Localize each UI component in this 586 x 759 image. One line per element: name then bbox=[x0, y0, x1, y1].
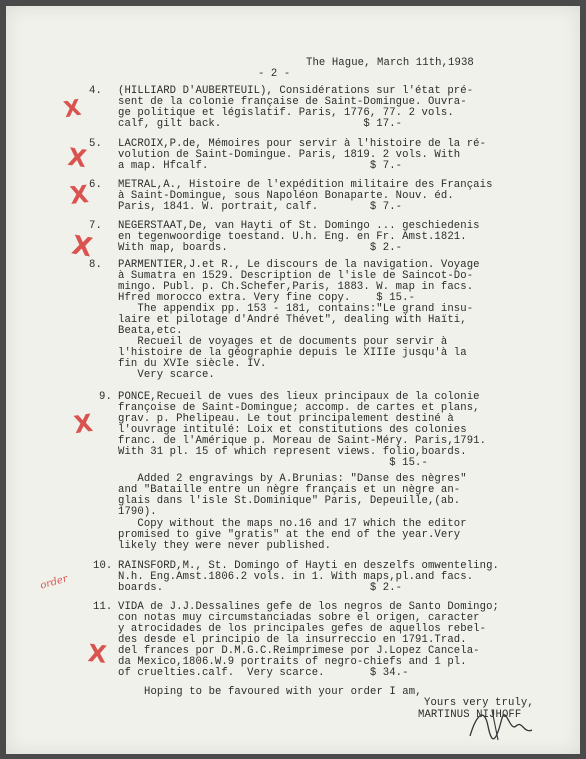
item-line: con notas muy circumstanciadas sobre el origen, caracter bbox=[118, 612, 480, 624]
item-line: Recueil de voyages et de documents pour servir à bbox=[118, 336, 448, 348]
item-line: RAINSFORD,M., St. Domingo of Hayti en deszelfs omwenteling. bbox=[118, 560, 499, 572]
item-line: Copy without the maps no.16 and 17 which the editor bbox=[118, 518, 467, 530]
item-line: calf, gilt back. $ 17.- bbox=[118, 118, 403, 130]
item-line: del frances por D.M.G.C.Reimprimese por J.Lopez Cancela- bbox=[118, 645, 480, 657]
cross-mark-icon: X bbox=[72, 408, 95, 440]
item-number: 9. bbox=[99, 391, 112, 403]
item-number: 7. bbox=[89, 220, 102, 232]
item-line: NEGERSTAAT,De, van Hayti of St. Domingo ... geschiedenis bbox=[118, 220, 480, 232]
item-line: a map. Hfcalf. $ 7.- bbox=[118, 160, 403, 172]
item-line: Very scarce. bbox=[118, 369, 215, 381]
item-line: likely they were never published. bbox=[118, 540, 332, 552]
item-line: glais dans l'isle St.Dominique" Paris, Depeuille,(ab. bbox=[118, 495, 461, 507]
cross-mark-icon: X bbox=[69, 230, 95, 264]
item-line: boards. $ 2.- bbox=[118, 582, 403, 594]
item-line: and "Bataille entre un nègre français et un nègre an- bbox=[118, 484, 461, 496]
closing-line: Hoping to be favoured with your order I am, bbox=[144, 686, 422, 698]
item-number: 5. bbox=[89, 138, 102, 150]
item-line: PONCE,Recueil de vues des lieux principaux de la colonie bbox=[118, 391, 480, 403]
dateline: The Hague, March 11th,1938 bbox=[306, 57, 474, 69]
item-line: The appendix pp. 153 - 181, contains:"Le grand insu- bbox=[118, 303, 474, 315]
item-line: volution de Saint-Domingue. Paris, 1819. 2 vols. With bbox=[118, 149, 461, 161]
salutation: Yours very truly, bbox=[424, 697, 534, 709]
item-line: fin du XVIe siècle. IV. bbox=[118, 358, 267, 370]
item-line: Added 2 engravings by A.Brunias: "Danse des nègres" bbox=[118, 473, 467, 485]
item-number: 10. bbox=[93, 560, 113, 572]
item-line: y atrocidades de los principales gefes de aquellos rebel- bbox=[118, 623, 487, 635]
item-line: (HILLIARD D'AUBERTEUIL), Considérations sur l'état pré- bbox=[118, 85, 474, 97]
item-line: PARMENTIER,J.et R., Le discours de la navigation. Voyage bbox=[118, 259, 480, 271]
item-line: LACROIX,P.de, Mémoires pour servir à l'histoire de la ré- bbox=[118, 138, 487, 150]
item-line: promised to give "gratis" at the end of the year.Very bbox=[118, 529, 461, 541]
item-line: 1790). bbox=[118, 506, 157, 518]
item-line: da Mexico,1806.W.9 portraits of negro-chiefs and 1 pl. bbox=[118, 656, 467, 668]
item-line: sent de la colonie française de Saint-Domingue. Ouvra- bbox=[118, 96, 467, 108]
item-line: With map, boards. $ 2.- bbox=[118, 242, 403, 254]
item-line: $ 15.- bbox=[118, 457, 428, 469]
page-number: - 2 - bbox=[258, 68, 291, 80]
letter-sheet bbox=[6, 6, 580, 754]
signature-scribble bbox=[462, 696, 542, 748]
item-number: 11. bbox=[93, 601, 113, 613]
item-line: Beata,etc. bbox=[118, 325, 183, 337]
signatory: MARTINUS NIJHOFF bbox=[418, 709, 522, 721]
item-number: 4. bbox=[89, 85, 102, 97]
item-line: N.h. Eng.Amst.1806.2 vols. in 1. With maps,pl.and facs. bbox=[118, 571, 474, 583]
item-line: l'histoire de la géographie depuis le XIIIe jusqu'à la bbox=[118, 347, 467, 359]
item-line: l'ouvrage intitulé: Loix et constitutions des colonies bbox=[118, 424, 467, 436]
item-line: grav. p. Phelipeau. Le tout principalement destiné à bbox=[118, 413, 454, 425]
item-line: à Saint-Domingue, sous Napoléon Bonaparte. Nouv. éd. bbox=[118, 190, 454, 202]
item-line: laire et pilotage d'André Thévet", dealing with Haïti, bbox=[118, 314, 467, 326]
item-number: 6. bbox=[89, 179, 102, 191]
item-line: des desde el principio de la insurreccio en 1791.Trad. bbox=[118, 634, 467, 646]
item-line: ge politique et législatif. Paris, 1776, 77. 2 vols. bbox=[118, 107, 454, 119]
item-line: Hfred morocco extra. Very fine copy. $ 15.- bbox=[118, 292, 416, 304]
item-line: With 31 pl. 15 of which represent views. folio,boards. bbox=[118, 446, 467, 458]
item-line: VIDA de J.J.Dessalines gefe de los negros de Santo Domingo; bbox=[118, 601, 499, 613]
cross-mark-icon: X bbox=[68, 180, 90, 210]
item-line: of cruelties.calf. Very scarce. $ 34.- bbox=[118, 667, 409, 679]
item-line: METRAL,A., Histoire de l'expédition militaire des Français bbox=[118, 179, 493, 191]
item-line: mingo. Publ. p. Ch.Schefer,Paris, 1883. W. map in facs. bbox=[118, 281, 474, 293]
item-line: Paris, 1841. W. portrait, calf. $ 7.- bbox=[118, 201, 403, 213]
order-annotation: order bbox=[39, 573, 69, 592]
item-number: 8. bbox=[89, 259, 102, 271]
item-line: en tegenwoordige toestand. U.h. Eng. en Fr. Amst.1821. bbox=[118, 231, 467, 243]
item-line: à Sumatra en 1529. Description de l'isle de Saincot-Do- bbox=[118, 270, 474, 282]
cross-mark-icon: X bbox=[86, 639, 108, 669]
item-line: franc. de l'Amérique p. Moreau de Saint-Méry. Paris,1791. bbox=[118, 435, 487, 447]
item-line: françoise de Saint-Domingue; accomp. de cartes et plans, bbox=[118, 402, 480, 414]
cross-mark-icon: X bbox=[66, 142, 89, 174]
cross-mark-icon: X bbox=[61, 95, 84, 124]
